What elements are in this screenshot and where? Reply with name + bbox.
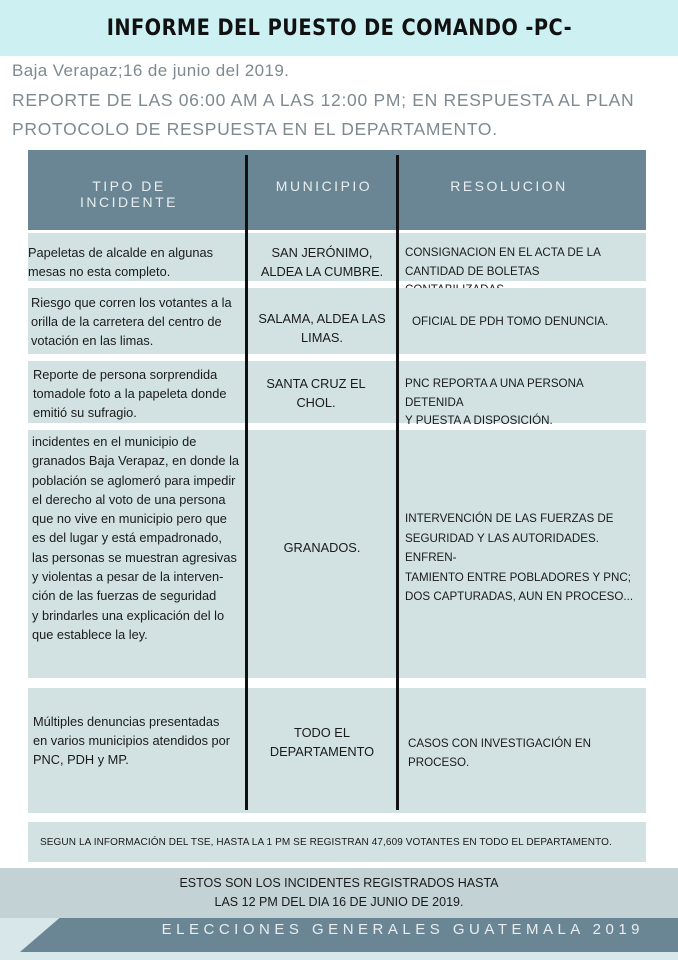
summary-line-2: LAS 12 PM DEL DIA 16 DE JUNIO DE 2019. [214,895,464,909]
header-resolucion: RESOLUCION [450,178,568,194]
resolucion-cell: INTERVENCIÓN DE LAS FUERZAS DE SEGURIDAD Y LAS AUTORIDADES. ENFREN- TAMIENTO ENTRE POBLADORES Y PNC; DOS CAPTURADAS, AUN EN PROCESO... [405,512,634,603]
municipio-cell: SANTA CRUZ EL CHOL. [266,376,366,410]
municipio-cell: GRANADOS. [283,540,361,555]
incident-cell: incidentes en el municipio de granados Baja Verapaz, en donde la población se aglomeró para impedir el derecho al voto de una persona que no vive en municipio pero que es del lugar y está empadronado, las personas se muestran agresivas y violentas a pesar de la interven- ción de las fuerzas de seguridad y brindarles una explicación del lo que establece la ley. [32,434,240,642]
incident-cell: Reporte de persona sorprendida tomadole foto a la papeleta donde emitió su sufragio. [33,367,227,420]
report-line-2: PROTOCOLO DE RESPUESTA EN EL DEPARTAMENTO. [12,119,498,139]
column-divider [396,155,399,810]
municipio-cell: SAN JERÓNIMO, ALDEA LA CUMBRE. [260,245,384,279]
column-divider [245,155,248,810]
header-municipio: MUNICIPIO [275,178,373,194]
municipio-cell: SALAMA, ALDEA LAS LIMAS. [258,311,386,345]
report-line-1: REPORTE DE LAS 06:00 AM A LAS 12:00 PM; EN RESPUESTA AL PLAN [12,90,635,110]
incident-cell: Papeletas de alcalde en algunas mesas no esta completo. [28,245,213,279]
footer-text: ELECCIONES GENERALES GUATEMALA 2019 [161,921,644,938]
place-date: Baja Verapaz;16 de junio del 2019. [12,61,290,80]
title-bar [0,0,678,56]
municipio-cell: TODO EL DEPARTAMENTO [269,725,375,759]
note-text: SEGUN LA INFORMACIÓN DEL TSE, HASTA LA 1 PM SE REGISTRAN 47,609 VOTANTES EN TODO EL DEPARTAMENTO. [40,836,612,848]
summary-line-1: ESTOS SON LOS INCIDENTES REGISTRADOS HASTA [179,876,499,890]
incident-cell: Múltiples denuncias presentadas en varios municipios atendidos por PNC, PDH y MP. [33,714,231,767]
incident-cell: Riesgo que corren los votantes a la orilla de la carretera del centro de votación en las limas. [31,295,232,348]
page-title: INFORME DEL PUESTO DE COMANDO -PC- [106,15,572,41]
votantes-note [28,822,646,862]
resolucion-cell: OFICIAL DE PDH TOMO DENUNCIA. [412,315,609,328]
header-tipo-incidente: TIPO DE INCIDENTE [80,178,178,210]
resolucion-cell: CASOS CON INVESTIGACIÓN EN PROCESO. [408,737,591,769]
summary-box [0,868,678,918]
resolucion-cell: PNC REPORTA A UNA PERSONA DETENIDA Y PUESTA A DISPOSICIÓN. [405,377,584,427]
resolucion-cell: CONSIGNACION EN EL ACTA DE LA CANTIDAD DE BOLETAS [405,246,601,278]
